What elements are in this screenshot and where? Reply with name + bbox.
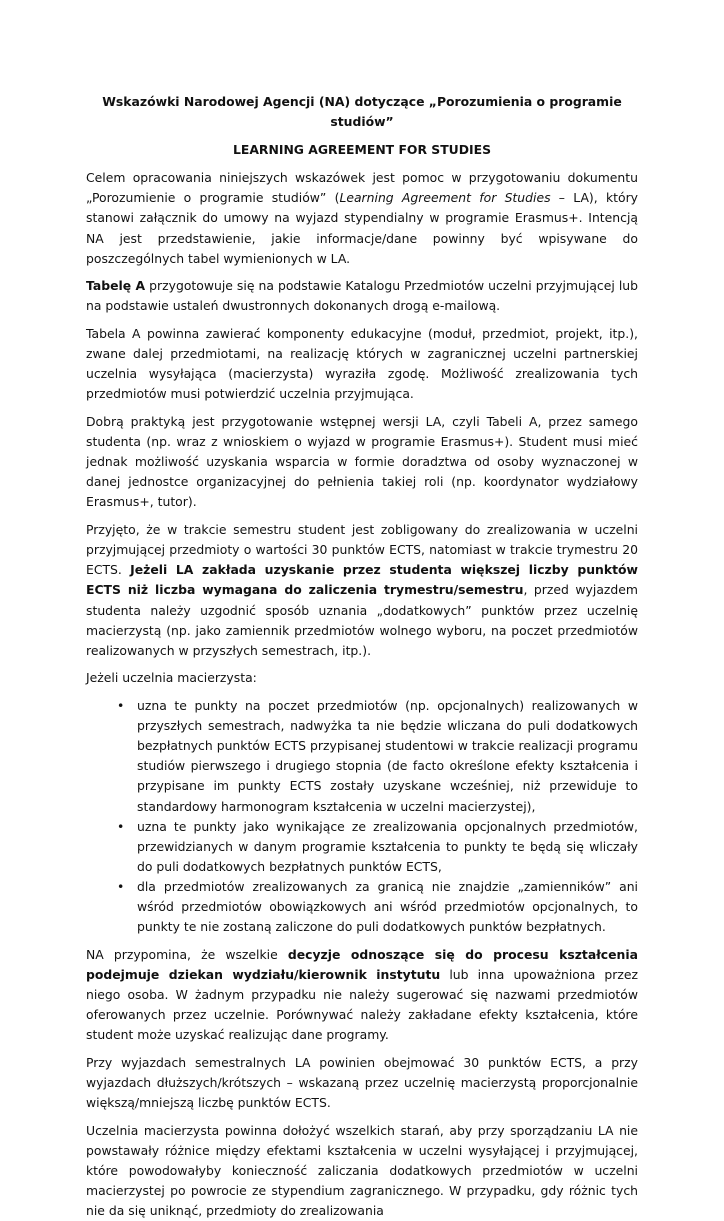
document-subtitle: LEARNING AGREEMENT FOR STUDIES (232, 142, 492, 158)
bullet-icon: • (117, 698, 125, 714)
conditions-list (86, 696, 638, 937)
paragraph-table-a-contents: Tabela A powinna zawierać komponenty edukacyjne (moduł, przedmiot, projekt, itp.), zwane dalej przedmiotami, na realizację których w zagranicznej uczelni partnerskiej uczelnia wysyłająca (macierzysta) wyraziła zgodę. Możliwość zrealizowania tych przedmiotów musi potwierdzić uczelnia przyjmująca. (86, 326, 638, 402)
paragraph-good-practice: Dobrą praktyką jest przygotowanie wstępnej wersji LA, czyli Tabeli A, przez samego studenta (np. wraz z wnioskiem o wyjazd w programie Erasmus+). Student musi mieć jednak możliwość uzyskania wsparcia w formie doradztwa od osoby wyznaczonej w danej jednostce organizacyjnej do pełnienia takiej roli (np. koordynator wydziałowy Erasmus+, tutor). (86, 414, 638, 510)
list-item: • dla przedmiotów zrealizowanych za granicą nie znajdzie „zamienników” ani wśród przedmiotów obowiązkowych ani wśród przedmiotów opcjonalnych, to punkty te nie zostaną zaliczone do puli dodatkowych punktów bezpłatnych. (117, 878, 638, 935)
bullet-icon: • (117, 818, 125, 834)
la-english-name: Learning Agreement for Studies (339, 190, 551, 206)
paragraph-table-a: Tabelę A przygotowuje się na podstawie Katalogu Przedmiotów uczelni przyjmującej lub na podstawie ustaleń dwustronnych dokonanych drogą e-mailową. (86, 278, 639, 314)
document-title: Wskazówki Narodowej Agencji (NA) dotyczące „Porozumienia o programie studiów” (102, 94, 622, 130)
paragraph-ects-requirements: Przyjęto, że w trakcie semestru student jest zobligowany do zrealizowania w uczelni przyjmującej przedmioty o wartości 30 punktów ECTS, natomiast w trakcie trymestru 20 ECTS. Jeżeli LA zakłada uzyskanie przez studenta większej liczby punktów ECTS niż liczba wymagana do zaliczenia trymestru/semestru, przed wyjazdem studenta należy uzgodnić sposób uznania „dodatkowych” punktów przez uczelnię macierzystą (np. jako zamiennik przedmiotów wolnego wyboru, na poczet przedmiotów realizowanych w przyszłych semestrach, itp.). (86, 522, 638, 658)
paragraph-learning-outcomes: Uczelnia macierzysta powinna dołożyć wszelkich starań, aby przy sporządzaniu LA nie powstawały różnice między efektami kształcenia w uczelni wysyłającej i przyjmującej, które powodowałyby konieczność zaliczania dodatkowych przedmiotów w uczelni macierzystej po powrocie ze stypendium zagranicznego. W przypadku, gdy różnic tych nie da się uniknąć, przedmioty do zrealizowania (86, 1122, 638, 1219)
paragraph-ects-per-semester: Przy wyjazdach semestralnych LA powinien obejmować 30 punktów ECTS, a przy wyjazdach dłuższych/krótszych – wskazaną przez uczelnię macierzystą proporcjonalnie większą/mniejszą liczbę punktów ECTS. (86, 1054, 638, 1111)
paragraph-if-home-university: Jeżeli uczelnia macierzysta: (86, 670, 257, 686)
paragraph-decisions: NA przypomina, że wszelkie decyzje odnoszące się do procesu kształcenia podejmuje dziekan wydziału/kierownik instytutu lub inna upoważniona przez niego osoba. W żadnym przypadku nie należy sugerować się nazwami przedmiotów oferowanych przez uczelnie. Porównywać należy zakładane efekty kształcenia, które student może uzyskać realizując dane programy. (86, 946, 638, 1043)
list-item: • uzna te punkty na poczet przedmiotów (np. opcjonalnych) realizowanych w przyszłych semestrach, nadwyżka ta nie będzie wliczana do puli dodatkowych bezpłatnych punktów ECTS przypisanej studentowi w trakcie realizacji programu studiów pierwszego i drugiego stopnia (de facto określone efekty kształcenia i przypisane im punkty ECTS zostały uzyskane wcześniej, niż przewiduje to standardowy harmonogram kształcenia w uczelni macierzystej), (117, 698, 638, 814)
bullet-icon: • (117, 878, 125, 894)
table-a-term: Tabelę A (86, 278, 146, 294)
paragraph-intro: Celem opracowania niniejszych wskazówek jest pomoc w przygotowaniu dokumentu „Porozumienie o programie studiów” (Learning Agreement for Studies – LA), który stanowi załącznik do umowy na wyjazd stypendialny w programie Erasmus+. Intencją NA jest przedstawienie, jakie informacje/dane powinny być wpisywane do poszczególnych tabel wymienionych w LA. (86, 170, 639, 266)
list-item: • uzna te punkty jako wynikające ze zrealizowania opcjonalnych przedmiotów, przewidzianych w danym programie kształcenia to punkty te będą się wliczały do puli dodatkowych bezpłatnych punktów ECTS, (117, 818, 638, 874)
extra-ects-emphasis: Jeżeli LA zakłada uzyskanie przez studenta większej liczby punktów ECTS niż liczba wymagana do zaliczenia trymestru/semestru (86, 562, 638, 598)
decisions-emphasis: decyzje odnoszące się do procesu kształcenia podejmuje dziekan wydziału/kierownik instytutu (86, 946, 638, 982)
